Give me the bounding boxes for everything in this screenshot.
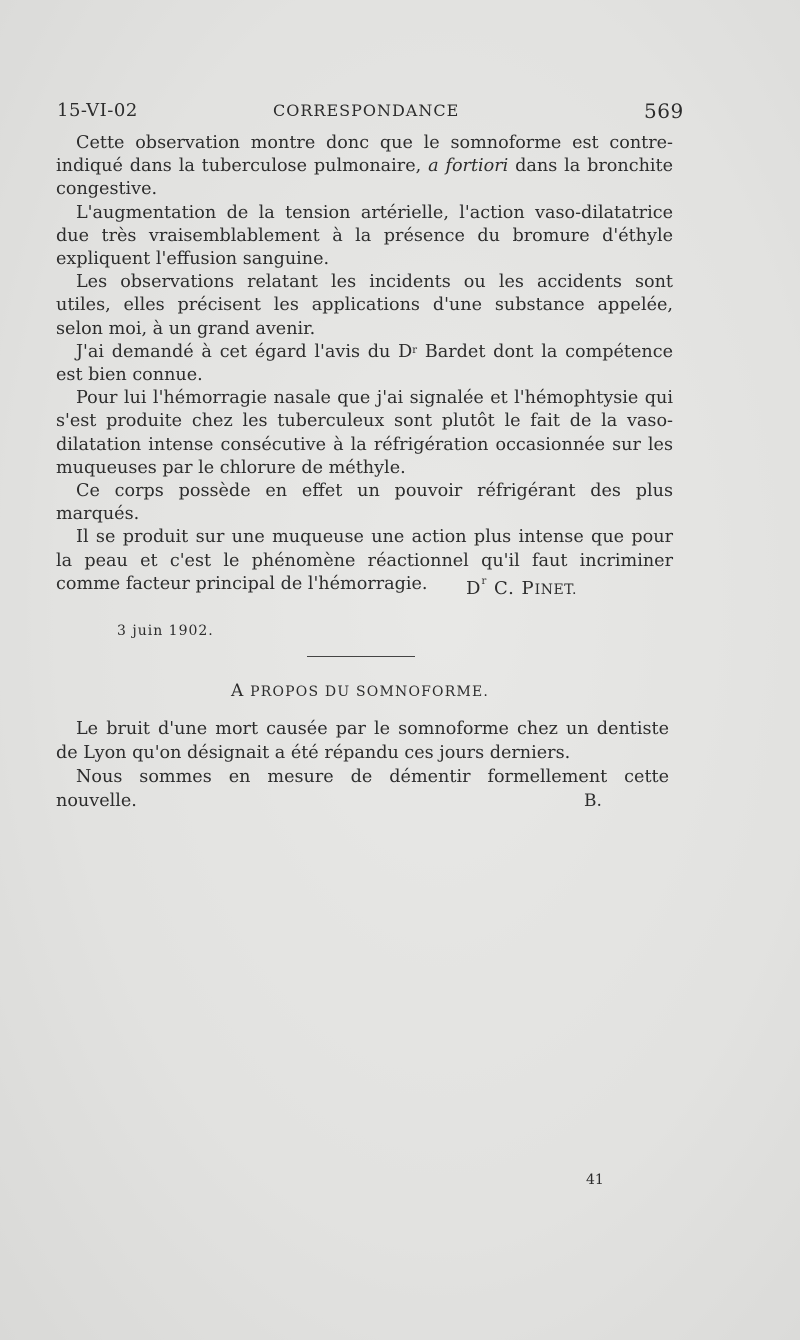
page-number: 569 (644, 99, 684, 123)
signature-mark: 41 (586, 1172, 604, 1188)
author-signature: $D^r$ C. PINET. (466, 576, 577, 599)
paragraph: L'augmentation de la tension artérielle, l'action vaso-dilatatrice due très vraisemblablement à la présence du bromure d'éthyle expliquent l'effusion sanguine. (56, 202, 673, 270)
paragraph: Cette observation montre donc que le somnoforme est contre-indiqué dans la tuberculose pulmonaire, a fortiori dans la bronchite congestive. (56, 133, 674, 200)
section-heading: A PROPOS DU SOMNOFORME. (231, 681, 490, 701)
header-section-title: CORRESPONDANCE (273, 101, 460, 120)
italic-phrase: a fortiori (428, 156, 509, 177)
paragraph: Le bruit d'une mort causée par le somnoforme chez un dentiste de Lyon qu'on désignait a été répandu ces jours derniers. (56, 719, 669, 763)
article-correspondance (56, 132, 673, 596)
paragraph: Nous sommes en mesure de démentir formellement cette nouvelle. (56, 767, 669, 811)
paragraph: J'ai demandé à cet égard l'avis du $D^r$ Bardet dont la compétence est bien connue. (56, 341, 674, 386)
author-initial: B. (584, 791, 602, 811)
paragraph: Il se produit sur une muqueuse une action plus intense que pour la peau et c'est le phénomène réactionnel qu'il faut incriminer comme facteur principal de l'hémorragie. (56, 527, 673, 594)
paragraph: Pour lui l'hémorragie nasale que j'ai signalée et l'hémophtysie qui s'est produite chez les tuberculeux sont plutôt le fait de la vaso-dilatation intense consécutive à la réfrigération occasionnée sur les muqueuses par le chlorure de méthyle. (56, 388, 673, 478)
paragraph: Les observations relatant les incidents ou les accidents sont utiles, elles précisent les applications d'une substance appelée, selon moi, à un grand avenir. (56, 272, 673, 339)
section-divider (307, 656, 415, 657)
running-header (57, 99, 684, 126)
header-date: 15-VI-02 (57, 100, 138, 121)
letter-date: 3 juin 1902. (117, 623, 214, 639)
article-somnoforme (56, 717, 669, 813)
paragraph: Ce corps possède en effet un pouvoir réfrigérant des plus marqués. (56, 481, 673, 525)
